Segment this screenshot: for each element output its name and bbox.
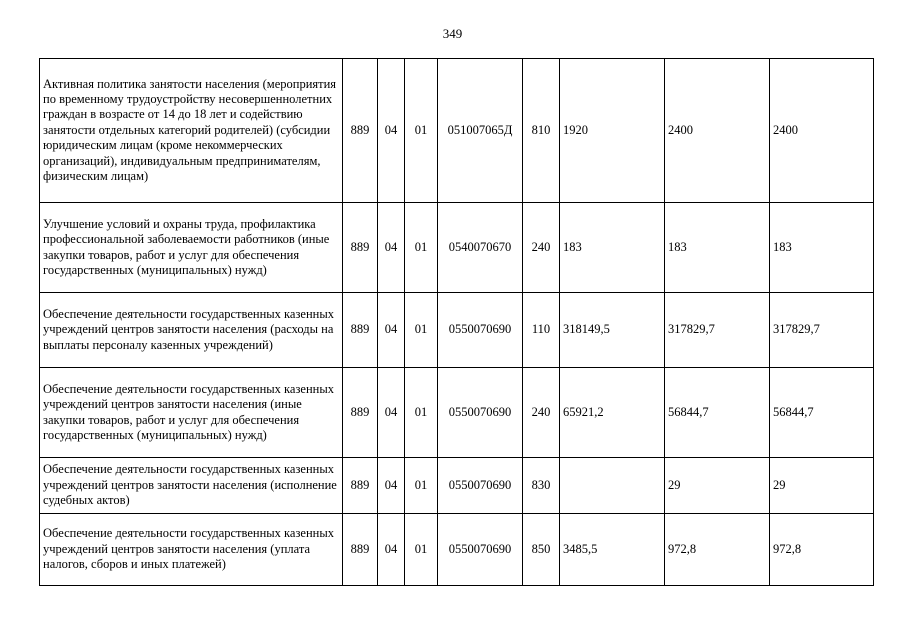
target-article-code: 0550070690 [438, 458, 523, 514]
section-code: 04 [378, 293, 405, 368]
amount-year-1: 318149,5 [560, 293, 665, 368]
budget-table [39, 58, 874, 586]
table-row [40, 458, 874, 514]
table-row [40, 293, 874, 368]
ministry-code: 889 [343, 458, 378, 514]
ministry-code: 889 [343, 368, 378, 458]
expense-type-code: 850 [523, 514, 560, 586]
subsection-code: 01 [405, 59, 438, 203]
ministry-code: 889 [343, 203, 378, 293]
section-code: 04 [378, 514, 405, 586]
amount-year-2: 56844,7 [665, 368, 770, 458]
target-article-code: 0540070670 [438, 203, 523, 293]
amount-year-1: 65921,2 [560, 368, 665, 458]
section-code: 04 [378, 203, 405, 293]
amount-year-1 [560, 458, 665, 514]
amount-year-3: 56844,7 [770, 368, 874, 458]
target-article-code: 0550070690 [438, 368, 523, 458]
expense-type-code: 240 [523, 203, 560, 293]
amount-year-3: 972,8 [770, 514, 874, 586]
table-row [40, 514, 874, 586]
subsection-code: 01 [405, 368, 438, 458]
expense-type-code: 110 [523, 293, 560, 368]
target-article-code: 051007065Д [438, 59, 523, 203]
amount-year-1: 1920 [560, 59, 665, 203]
section-code: 04 [378, 59, 405, 203]
ministry-code: 889 [343, 514, 378, 586]
subsection-code: 01 [405, 293, 438, 368]
ministry-code: 889 [343, 59, 378, 203]
table-row [40, 203, 874, 293]
row-description: Улучшение условий и охраны труда, профилактика профессиональной заболеваемости работников (иные закупки товаров, работ и услуг для обеспечения государственных (муниципальных) нужд) [40, 203, 343, 293]
amount-year-2: 317829,7 [665, 293, 770, 368]
page-number: 349 [442, 26, 463, 41]
subsection-code: 01 [405, 203, 438, 293]
amount-year-3: 29 [770, 458, 874, 514]
section-code: 04 [378, 368, 405, 458]
expense-type-code: 810 [523, 59, 560, 203]
amount-year-3: 183 [770, 203, 874, 293]
amount-year-2: 183 [665, 203, 770, 293]
expense-type-code: 830 [523, 458, 560, 514]
section-code: 04 [378, 458, 405, 514]
amount-year-3: 317829,7 [770, 293, 874, 368]
amount-year-2: 2400 [665, 59, 770, 203]
subsection-code: 01 [405, 514, 438, 586]
row-description: Обеспечение деятельности государственных казенных учреждений центров занятости населения (исполнение судебных актов) [40, 458, 343, 514]
row-description: Активная политика занятости населения (мероприятия по временному трудоустройству несовершеннолетних граждан в возрасте от 14 до 18 лет и содействию занятости отдельных категорий родителей) (субсидии юридическим лицам (кроме некоммерческих организаций), индивидуальным предпринимателям, физическим лицам) [40, 59, 343, 203]
subsection-code: 01 [405, 458, 438, 514]
row-description: Обеспечение деятельности государственных казенных учреждений центров занятости населения (уплата налогов, сборов и иных платежей) [40, 514, 343, 586]
amount-year-2: 972,8 [665, 514, 770, 586]
target-article-code: 0550070690 [438, 514, 523, 586]
table-row [40, 59, 874, 203]
table-row [40, 368, 874, 458]
amount-year-3: 2400 [770, 59, 874, 203]
target-article-code: 0550070690 [438, 293, 523, 368]
amount-year-2: 29 [665, 458, 770, 514]
expense-type-code: 240 [523, 368, 560, 458]
ministry-code: 889 [343, 293, 378, 368]
row-description: Обеспечение деятельности государственных казенных учреждений центров занятости населения (расходы на выплаты персоналу казенных учреждений) [40, 293, 343, 368]
amount-year-1: 3485,5 [560, 514, 665, 586]
amount-year-1: 183 [560, 203, 665, 293]
row-description: Обеспечение деятельности государственных казенных учреждений центров занятости населения (иные закупки товаров, работ и услуг для обеспечения государственных (муниципальных) нужд) [40, 368, 343, 458]
